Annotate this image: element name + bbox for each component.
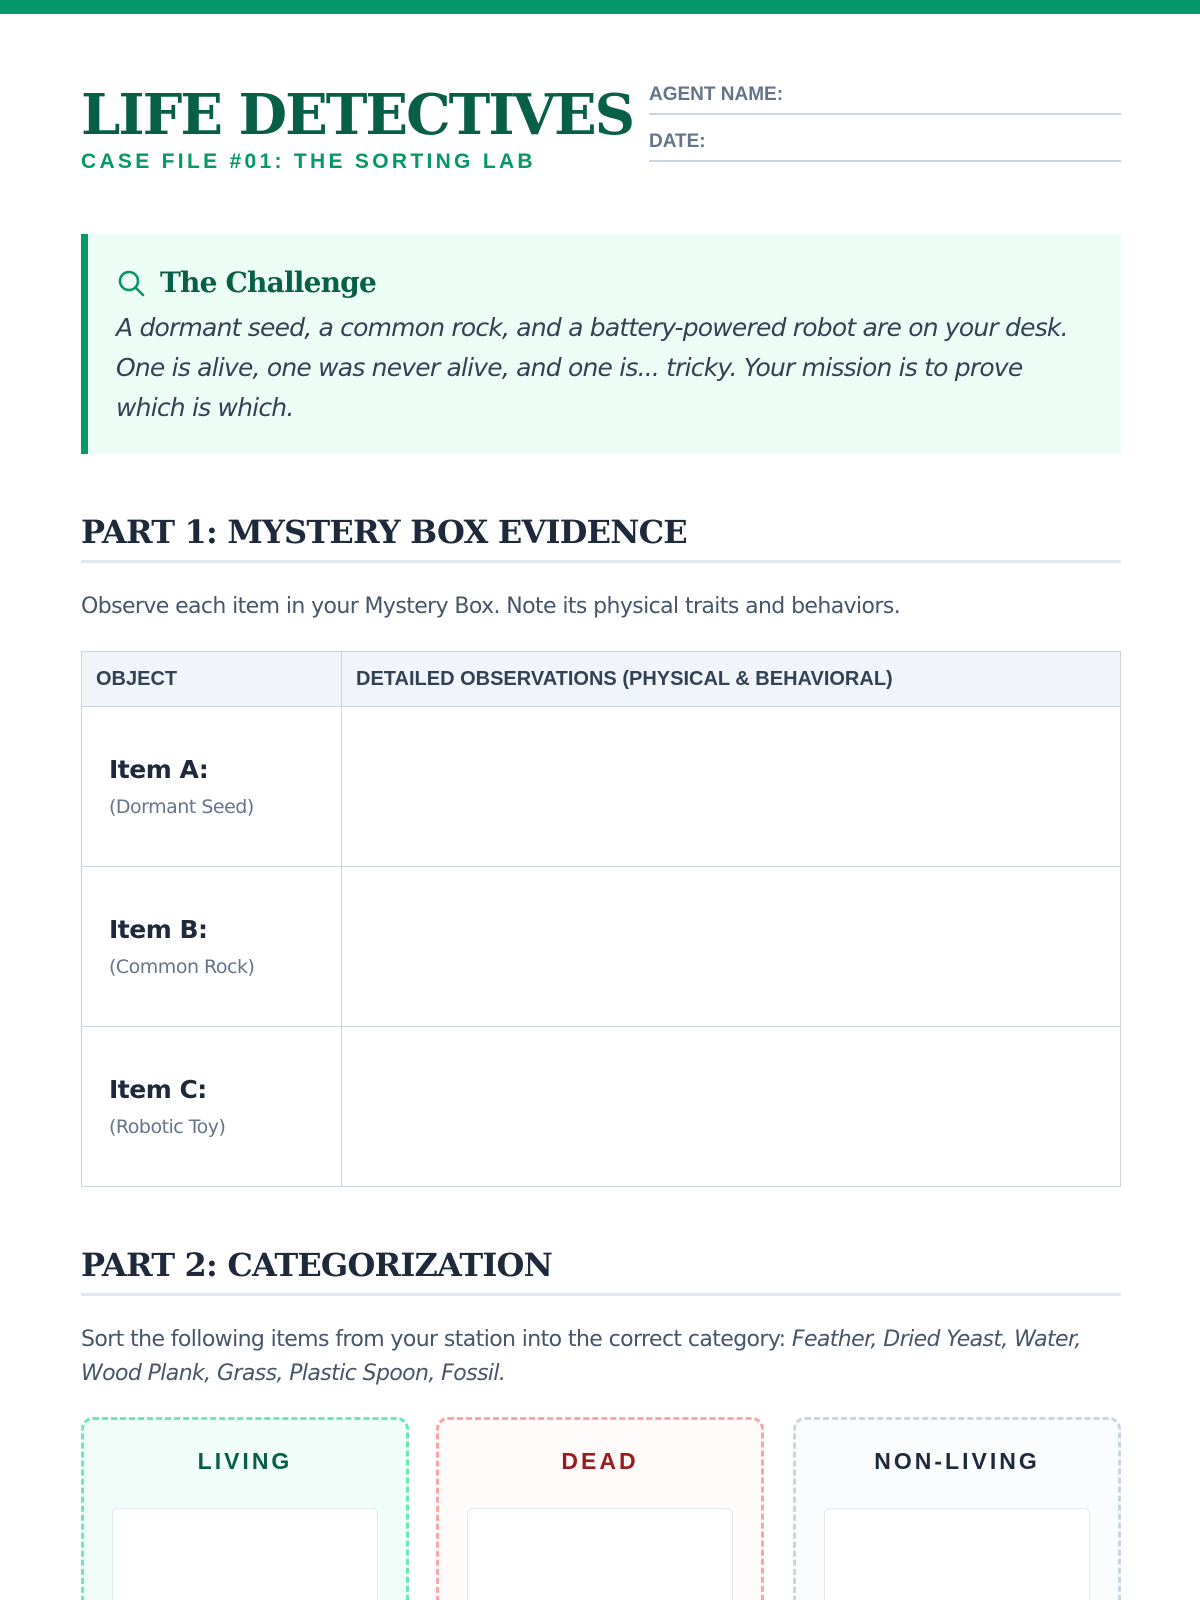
category-boxes bbox=[81, 1417, 1121, 1600]
item-description: (Robotic Toy) bbox=[109, 1116, 226, 1138]
observation-cell[interactable] bbox=[342, 707, 1121, 867]
part2-instruction-items: Feather, Dried Yeast, Water, Wood Plank, Grass, Plastic Spoon, Fossil. bbox=[81, 1327, 1081, 1386]
table-row bbox=[82, 1027, 1121, 1187]
object-cell bbox=[82, 867, 342, 1027]
category-living bbox=[81, 1417, 409, 1600]
observation-cell[interactable] bbox=[342, 1027, 1121, 1187]
category-non-living bbox=[793, 1417, 1121, 1600]
challenge-box bbox=[81, 234, 1121, 454]
table-row bbox=[82, 707, 1121, 867]
item-name: Item C: bbox=[109, 1075, 207, 1104]
worksheet-header bbox=[81, 84, 1121, 194]
student-info-fields bbox=[649, 84, 1121, 178]
part1-title: PART 1: MYSTERY BOX EVIDENCE bbox=[81, 513, 1121, 563]
table-row bbox=[82, 867, 1121, 1027]
object-cell bbox=[82, 1027, 342, 1187]
date-field[interactable] bbox=[649, 131, 1121, 162]
observation-cell[interactable] bbox=[342, 867, 1121, 1027]
category-living-answer-area[interactable] bbox=[112, 1508, 378, 1600]
challenge-title: The Challenge bbox=[160, 266, 376, 299]
part2-title: PART 2: CATEGORIZATION bbox=[81, 1246, 1121, 1296]
object-cell bbox=[82, 707, 342, 867]
case-file-subtitle: CASE FILE #01: THE SORTING LAB bbox=[81, 150, 536, 173]
part1-instruction: Observe each item in your Mystery Box. Note its physical traits and behaviors. bbox=[81, 594, 901, 619]
category-label-living: LIVING bbox=[197, 1448, 293, 1474]
table-header-row bbox=[82, 652, 1121, 707]
part2-instruction bbox=[81, 1323, 1121, 1391]
category-label-non-living: NON-LIVING bbox=[874, 1448, 1040, 1474]
item-name: Item B: bbox=[109, 915, 208, 944]
agent-name-label: AGENT NAME: bbox=[649, 84, 784, 105]
category-dead bbox=[436, 1417, 764, 1600]
column-header-object: OBJECT bbox=[82, 652, 342, 707]
agent-name-field[interactable] bbox=[649, 84, 1121, 115]
part2-instruction-lead: Sort the following items from your station into the correct category: bbox=[81, 1327, 792, 1352]
item-name: Item A: bbox=[109, 755, 209, 784]
date-label: DATE: bbox=[649, 131, 706, 152]
category-dead-answer-area[interactable] bbox=[467, 1508, 733, 1600]
item-description: (Dormant Seed) bbox=[109, 796, 254, 818]
column-header-observations: DETAILED OBSERVATIONS (PHYSICAL & BEHAVIORAL) bbox=[342, 652, 1121, 707]
top-accent-bar bbox=[0, 0, 1200, 14]
category-non-living-answer-area[interactable] bbox=[824, 1508, 1090, 1600]
worksheet-title: LIFE DETECTIVES bbox=[81, 82, 634, 148]
category-label-dead: DEAD bbox=[561, 1448, 639, 1474]
evidence-table bbox=[81, 651, 1121, 1187]
challenge-text: A dormant seed, a common rock, and a battery-powered robot are on your desk. One is alive, one was never alive, and one is... tricky. Your mission is to prove which is which. bbox=[116, 313, 1068, 422]
item-description: (Common Rock) bbox=[109, 956, 255, 978]
search-icon bbox=[116, 268, 146, 298]
